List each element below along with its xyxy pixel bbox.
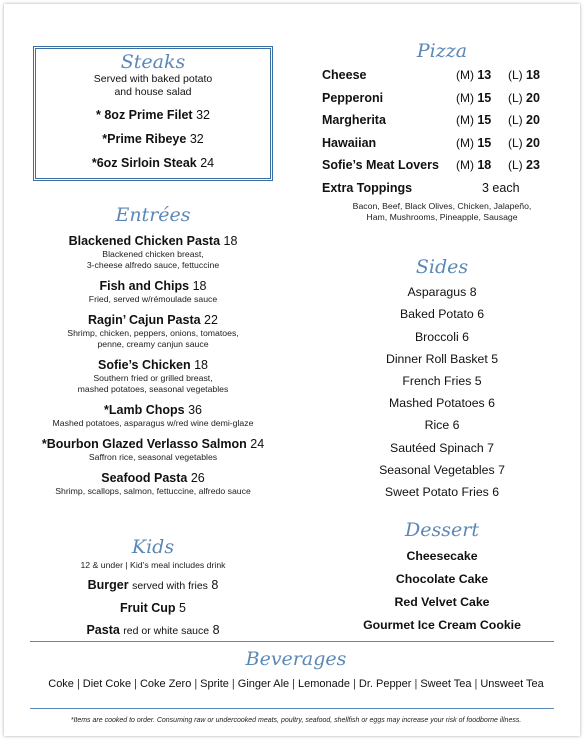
side-item: Sweet Potato Fries 6	[384, 484, 500, 499]
pizza-row: Sofie’s Meat Lovers (M) 18 (L) 23	[322, 158, 540, 172]
side-item: Seasonal Vegetables 7	[379, 462, 505, 477]
menu-item: Burger served with fries 8	[87, 578, 219, 592]
kids-title: Kids	[131, 536, 175, 558]
divider	[30, 641, 554, 642]
side-item: Baked Potato 6	[399, 307, 485, 322]
beverages-list: Coke | Diet Coke | Coke Zero | Sprite | Ginger Ale | Lemonade | Dr. Pepper | Sweet Tea | Unsweet Tea	[48, 678, 544, 690]
beverage-item: Unsweet Tea	[480, 678, 544, 690]
menu-item: Sofie’s Chicken 18 Southern fried or grilled breast, mashed potatoes, seasonal vegetables	[77, 358, 229, 394]
pizza-section	[322, 40, 562, 223]
steaks-subtitle-2: and house salad	[114, 86, 192, 98]
kids-section	[33, 536, 273, 639]
menu-item: *6oz Sirloin Steak 24	[91, 156, 215, 170]
sides-section	[322, 256, 562, 500]
beverage-item: Lemonade	[298, 678, 351, 690]
beverage-item: Ginger Ale	[237, 678, 290, 690]
steaks-title: Steaks	[120, 51, 186, 73]
pizza-row: Pepperoni (M) 15 (L) 20	[322, 90, 540, 105]
side-item: Sautéed Spinach 7	[390, 440, 494, 455]
menu-item: Ragin’ Cajun Pasta 22 Shrimp, chicken, peppers, onions, tomatoes, penne, creamy canjun sauce	[67, 313, 239, 349]
menu-item: Pasta red or white sauce 8	[86, 623, 220, 637]
pizza-row: Margherita (M) 15 (L) 20	[322, 113, 540, 127]
menu-item: * 8oz Prime Filet 32	[96, 108, 210, 122]
toppings-list-2: Ham, Mushrooms, Pineapple, Sausage	[366, 212, 518, 222]
side-item: Asparagus 8	[407, 285, 477, 300]
beverage-item: Diet Coke	[82, 678, 132, 690]
dessert-item: Chocolate Cake	[395, 572, 489, 586]
menu-item: *Bourbon Glazed Verlasso Salmon 24 Saffron rice, seasonal vegetables	[41, 437, 265, 462]
side-item: Mashed Potatoes 6	[389, 396, 495, 411]
side-item: Dinner Roll Basket 5	[385, 351, 499, 366]
beverage-item: Coke	[48, 678, 74, 690]
menu-item: Seafood Pasta 26 Shrimp, scallops, salmon, fettuccine, alfredo sauce	[55, 471, 251, 496]
beverages-section	[28, 648, 564, 690]
toppings-list-1: Bacon, Beef, Black Olives, Chicken, Jalapeño,	[352, 201, 532, 211]
menu-item: Fruit Cup 5	[120, 601, 186, 615]
entrees-section	[33, 204, 273, 497]
menu-item: Blackened Chicken Pasta 18 Blackened chicken breast, 3-cheese alfredo sauce, fettuccine	[68, 234, 238, 270]
sides-title: Sides	[415, 256, 469, 278]
beverages-title: Beverages	[245, 648, 347, 670]
menu-item: *Prime Ribeye 32	[102, 132, 204, 146]
extra-toppings-row: Extra Toppings 3 each	[322, 180, 520, 195]
footnote: *Items are cooked to order. Consuming raw or undercooked meats, poultry, seafood, shellfish or eggs may increase your risk of foodborne illness.	[70, 717, 522, 724]
dessert-item: Cheesecake	[406, 549, 478, 563]
side-item: Broccoli 6	[414, 329, 469, 344]
steaks-subtitle-1: Served with baked potato	[93, 73, 213, 85]
beverage-item: Sweet Tea	[420, 678, 472, 690]
divider	[30, 708, 554, 709]
entrees-title: Entrées	[115, 204, 191, 226]
pizza-title: Pizza	[416, 40, 468, 62]
menu-page	[4, 4, 580, 736]
beverage-item: Coke Zero	[139, 678, 192, 690]
beverage-item: Sprite	[200, 678, 229, 690]
menu-item: Fish and Chips 18 Fried, served w/rémoulade sauce	[88, 279, 218, 304]
kids-note: 12 & under | Kid’s meal includes drink	[80, 560, 226, 570]
dessert-section	[322, 519, 562, 633]
menu-item: *Lamb Chops 36 Mashed potatoes, asparagus w/red wine demi-glaze	[52, 403, 254, 428]
dessert-item: Red Velvet Cake	[394, 595, 490, 609]
dessert-item: Gourmet Ice Cream Cookie	[363, 618, 521, 632]
pizza-row: Cheese (M) 13 (L) 18	[322, 68, 540, 82]
steaks-section	[33, 46, 273, 181]
beverage-item: Dr. Pepper	[358, 678, 412, 690]
side-item: Rice 6	[424, 418, 460, 433]
pizza-row: Hawaiian (M) 15 (L) 20	[322, 135, 540, 150]
side-item: French Fries 5	[402, 373, 482, 388]
dessert-title: Dessert	[405, 519, 479, 541]
